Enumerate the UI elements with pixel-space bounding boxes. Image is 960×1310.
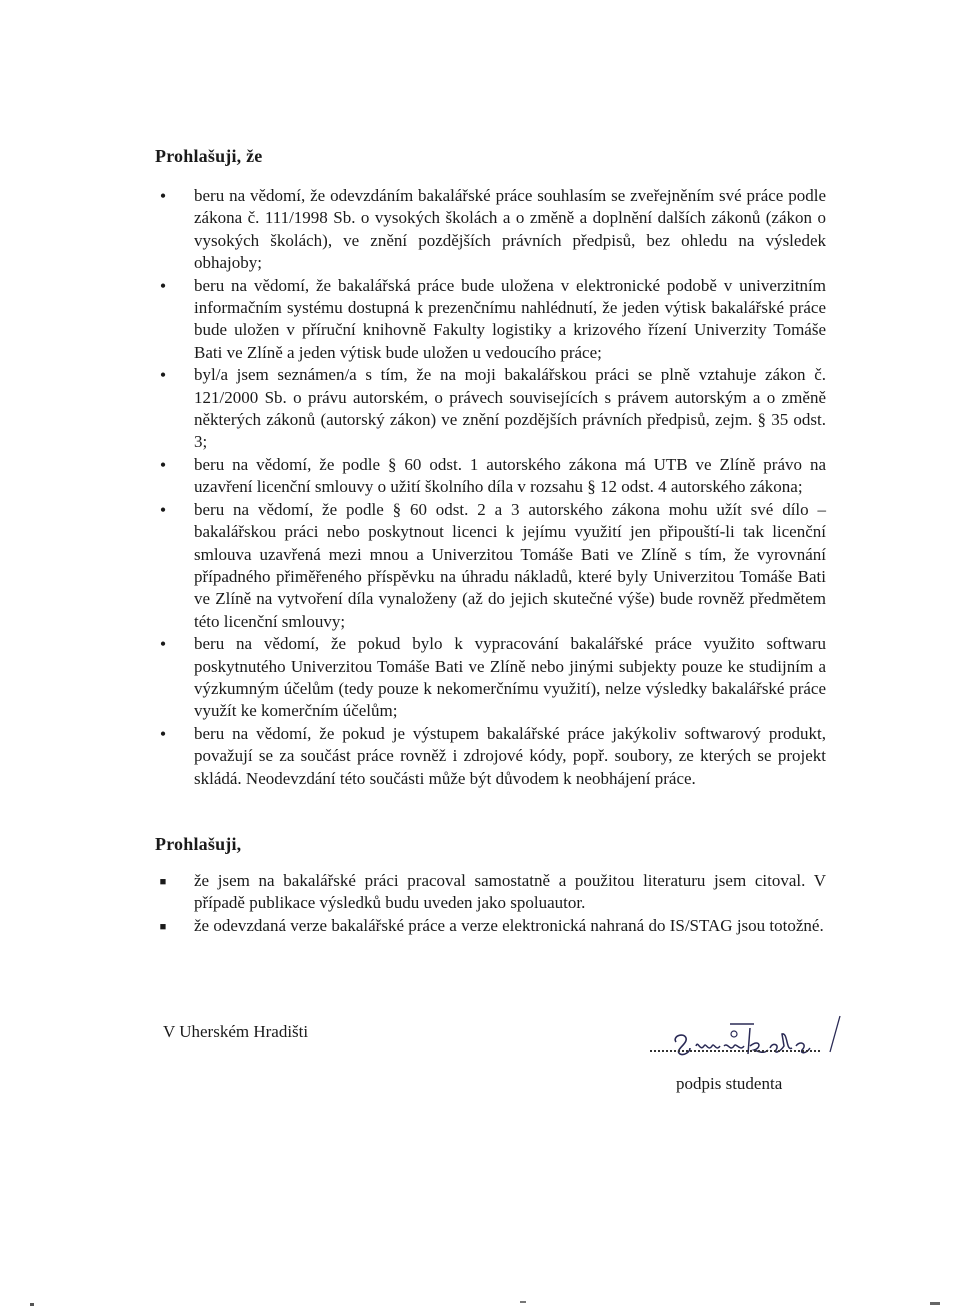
list-item (159, 633, 826, 723)
section2-list (159, 870, 826, 937)
bullet-icon: • (159, 365, 167, 386)
list-item (159, 870, 826, 915)
list-item-text: beru na vědomí, že odevzdáním bakalářské práce souhlasím se zveřejněním své práce podle zákona č. 111/1998 Sb. o vysokých školách a o změně a doplnění dalších zákonů (zákon o vysokých školách), ve znění pozdějších právních předpisů, bez ohledu na výsledek obhajoby; (194, 186, 826, 273)
section2-heading: Prohlašuji, (155, 834, 242, 854)
list-item (159, 915, 826, 937)
bullet-icon: • (159, 634, 167, 655)
list-item-text: že odevzdaná verze bakalářské práce a verze elektronická nahraná do IS/STAG jsou totožné. (194, 915, 824, 935)
list-item (159, 454, 826, 499)
list-item (159, 364, 826, 454)
handwritten-signature (670, 1012, 850, 1062)
list-item (159, 499, 826, 633)
list-item (159, 275, 826, 365)
bullet-icon: • (159, 454, 167, 475)
list-item-text: beru na vědomí, že bakalářská práce bude uložena v elektronické podobě v univerzitním informačním systému dostupná k prezenčnímu nahlédnutí, že jeden výtisk bakalářské práce bude uložen v příruční knihovně Fakulty logistiky a krizového řízení Univerzity Tomáše Bati ve Zlíně a jeden výtisk bude uložen u vedoucího práce; (194, 275, 826, 362)
list-item-text: beru na vědomí, že pokud bylo k vypracování bakalářské práce využito softwaru poskytnutého Univerzitou Tomáše Bati ve Zlíně nebo jinými subjekty pouze ke studijním a výzkumným účelům (tedy pouze k nekomerčnímu využití), nelze výsledky bakalářské práce využít ke komerčním účelům; (194, 634, 826, 721)
signature-line (650, 1050, 820, 1052)
square-bullet-icon: ■ (159, 920, 167, 933)
square-bullet-icon: ■ (159, 876, 167, 888)
scan-edge-marks (0, 1293, 960, 1310)
list-item (159, 723, 826, 790)
list-item-text: beru na vědomí, že podle § 60 odst. 1 autorského zákona má UTB ve Zlíně právo na uzavření licenční smlouvy o užití školního díla v rozsahu § 12 odst. 4 autorského zákona; (194, 454, 826, 497)
place-text: V Uherském Hradišti (163, 1022, 309, 1041)
bullet-icon: • (159, 275, 167, 296)
bullet-icon: • (159, 499, 167, 520)
bullet-icon: • (159, 723, 167, 744)
list-item-text: beru na vědomí, že pokud je výstupem bakalářské práce jakýkoliv softwarový produkt, považují se za součást práce rovněž i zdrojové kódy, popř. soubory, ze kterých se projekt skládá. Neodevzdání této součásti může být důvodem k neobhájení práce. (194, 723, 826, 788)
section1-list (159, 185, 826, 790)
signature-label: podpis studenta (676, 1074, 783, 1093)
list-item-text: beru na vědomí, že podle § 60 odst. 2 a 3 autorského zákona mohu užít své dílo – bakalářskou práci nebo poskytnout licenci k jejímu využití jen připouští-li tak licenční smlouva uzavřená mezi mnou a Univerzitou Tomáše Bati ve Zlíně s tím, že vyrovnání případného přiměřeného příspěvku na úhradu nákladů, které byly Univerzitou Tomáše Bati ve Zlíně na vytvoření díla vynaloženy (až do jejich skutečné výše) bude rovněž předmětem této licenční smlouvy; (194, 499, 826, 631)
list-item (159, 185, 826, 275)
section1-heading: Prohlašuji, že (155, 146, 263, 166)
list-item-text: že jsem na bakalářské práci pracoval samostatně a použitou literaturu jsem citoval. V případě publikace výsledků budu uveden jako spoluautor. (194, 871, 826, 913)
list-item-text: byl/a jsem seznámen/a s tím, že na moji bakalářskou práci se plně vztahuje zákon č. 121/2000 Sb. o právu autorském, o právech souvisejících s právem autorským a o změně některých zákonů (autorský zákon) ve znění pozdějších právních předpisů, zejm. § 35 odst. 3; (194, 365, 826, 452)
bullet-icon: • (159, 186, 167, 206)
